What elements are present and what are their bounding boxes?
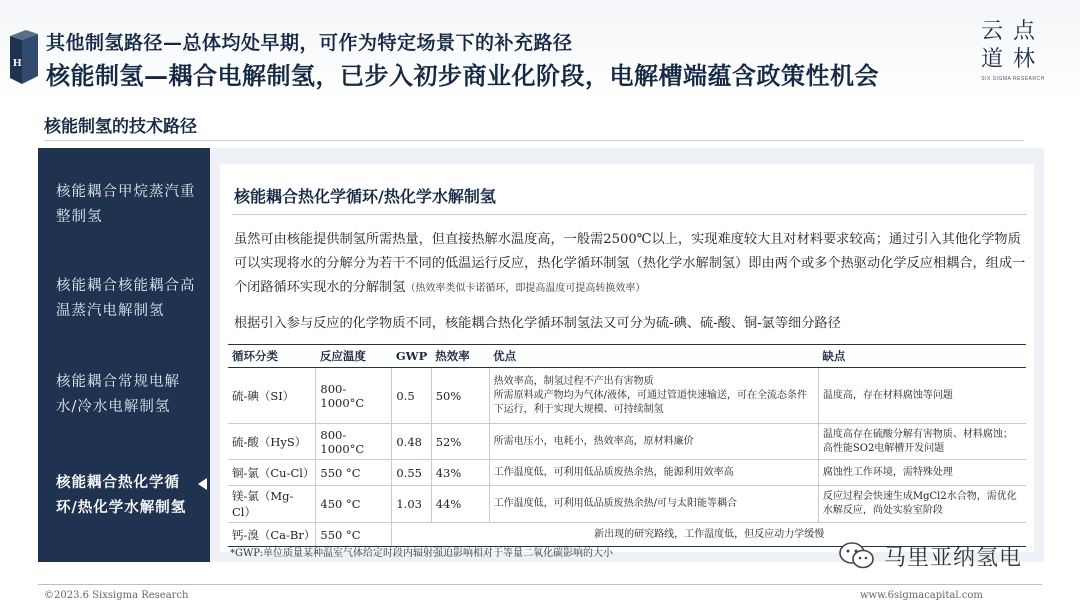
hydrogen-cube-logo-icon [6, 22, 40, 88]
table-row [228, 424, 1026, 460]
panel-title: 核能耦合热化学循环/热化学水解制氢 [234, 187, 496, 206]
table-header-cell: 优点 [489, 345, 818, 368]
sidebar [38, 148, 210, 562]
intro-paragraph [234, 228, 1029, 301]
wechat-icon [838, 540, 876, 572]
table-cell: 450 °C [316, 486, 392, 523]
classification-paragraph: 根据引入参与反应的化学物质不同，核能耦合热化学循环制氢法又可分为硫-碘、硫-酸、铜-氯等细分路径 [234, 316, 841, 331]
table-cell: 硫-碘（SI） [228, 368, 316, 424]
table-cell: 0.5 [392, 368, 431, 424]
svg-text:H: H [13, 57, 22, 69]
sidebar-item-methane-reforming[interactable]: 核能耦合甲烷蒸汽重整制氢 [56, 184, 196, 225]
table-cell: 52% [431, 424, 489, 460]
table-cell: 热效率高，制氢过程不产出有害物质 所需原料或产物均为气体/液体，可通过管道快速输送，可在全流态条件下运行，利于实现大规模、可持续制氢 [489, 368, 818, 424]
table-cell: 800-1000°C [316, 424, 392, 460]
content-panel [220, 164, 1034, 552]
page-title: 核能制氢—耦合电解制氢，已步入初步商业化阶段，电解槽端蕴含政策性机会 [46, 61, 879, 90]
table-cell: 43% [431, 460, 489, 486]
table-cell: 镁-氯（Mg-Cl） [228, 486, 316, 523]
table-cell: 工作温度低，可利用低品质废热余热/可与太阳能等耦合 [489, 486, 818, 523]
intro-paragraph-text: 虽然可由核能提供制氢所需热量，但直接热解水温度高，一般需2500℃以上，实现难度较大且对材料要求较高；通过引入其他化学物质可以实现将水的分解分为若干不同的低温运行反应，热化学循环制氢（热化学水解制氢）即由两个或多个热驱动化学反应相耦合，组成一个闭路循环实现水的分解制氢 [234, 232, 1026, 295]
page-subtitle: 其他制氢路径—总体均处早期，可作为特定场景下的补充路径 [46, 32, 573, 54]
brand-logo-row2: 道林 [980, 47, 1045, 72]
table-cell: 550 °C [316, 460, 392, 486]
brand-logo [976, 18, 1050, 82]
table-header-cell: 反应温度 [316, 345, 392, 368]
gwp-footnote: *GWP:单位质量某种温室气体给定时段内辐射强迫影响相对于等量二氧化碳影响的大小 [230, 548, 614, 559]
section-title: 核能制氢的技术路径 [44, 117, 197, 137]
section-divider [44, 140, 1024, 141]
table-cell: 550 °C [316, 523, 392, 547]
table-header-cell: GWP [392, 345, 431, 368]
table-row [228, 486, 1026, 523]
copyright-text: ©2023.6 Sixsigma Research [44, 590, 189, 601]
intro-paragraph-note: （热效率类似卡诺循环，即提高温度可提高转换效率） [405, 283, 646, 294]
table-header-cell: 热效率 [431, 345, 489, 368]
brand-logo-row1: 云点 [980, 19, 1045, 44]
table-header-row [228, 345, 1026, 368]
table-cell: 温度高存在硫酸分解有害物质、材料腐蚀；高性能SO2电解槽开发问题 [818, 424, 1026, 460]
table-cell: 温度高，存在材料腐蚀等问题 [818, 368, 1026, 424]
table-cell: 工作温度低，可利用低品质废热余热，能源利用效率高 [489, 460, 818, 486]
active-item-pointer-icon [198, 478, 207, 490]
sidebar-item-high-temp-electrolysis[interactable]: 核能耦合核能耦合高温蒸汽电解制氢 [56, 278, 196, 319]
website-link[interactable]: www.6sigmacapital.com [860, 590, 983, 601]
table-cell: 铜-氯（Cu-Cl） [228, 460, 316, 486]
routes-table [228, 344, 1026, 547]
wechat-watermark [838, 540, 1022, 572]
table-cell: 50% [431, 368, 489, 424]
table-cell: 所需电压小，电耗小，热效率高，原材料廉价 [489, 424, 818, 460]
table-row [228, 368, 1026, 424]
table-header-cell: 循环分类 [228, 345, 316, 368]
table-cell: 硫-酸（HyS） [228, 424, 316, 460]
footer-divider [38, 584, 1042, 585]
table-cell: 新出现的研究路线，工作温度低，但反应动力学缓慢 [392, 523, 1026, 547]
wechat-account-name: 马里亚纳氢电 [884, 545, 1023, 571]
table-cell: 1.03 [392, 486, 431, 523]
table-cell: 钙-溴（Ca-Br） [228, 523, 316, 547]
brand-logo-subtitle: SIX SIGMA RESEARCH [981, 76, 1045, 82]
table-cell: 0.48 [392, 424, 431, 460]
table-cell: 腐蚀性工作环境，需特殊处理 [818, 460, 1026, 486]
table-cell: 0.55 [392, 460, 431, 486]
table-cell: 反应过程会快速生成MgCl2水合物，需优化水解反应，尚处实验室阶段 [818, 486, 1026, 523]
sidebar-item-conventional-electrolysis[interactable]: 核能耦合常规电解水/冷水电解制氢 [56, 374, 180, 415]
table-header-cell: 缺点 [818, 345, 1026, 368]
table-cell: 44% [431, 486, 489, 523]
sidebar-item-thermochemical-cycle[interactable]: 核能耦合热化学循环/热化学水解制氢 [56, 474, 187, 516]
table-cell: 800-1000°C [316, 368, 392, 424]
panel-divider [232, 214, 1027, 215]
table-row [228, 460, 1026, 486]
